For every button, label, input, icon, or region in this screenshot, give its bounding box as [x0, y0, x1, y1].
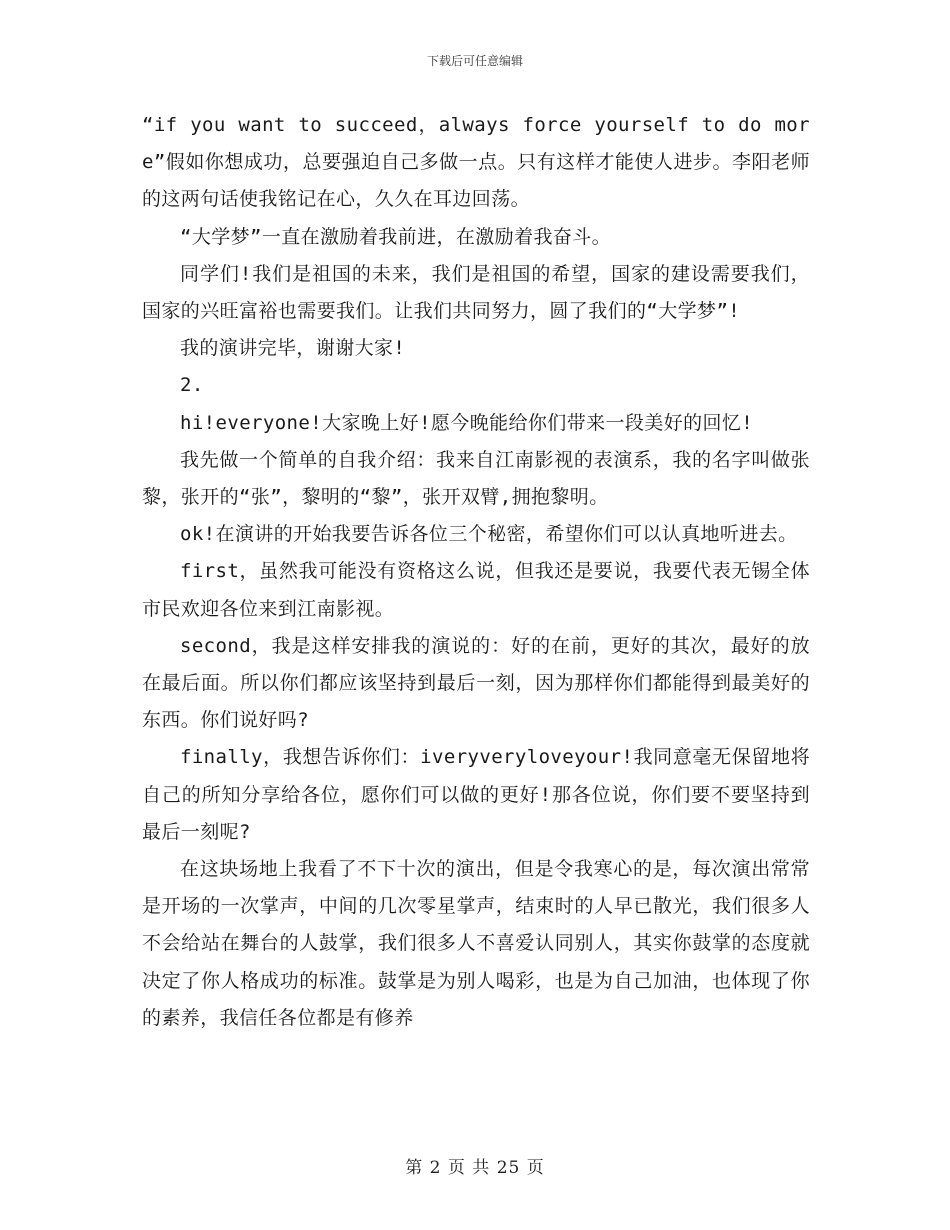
page-header: 下载后可任意编辑 [426, 54, 523, 68]
page-footer: 第 2 页 共 25 页 [405, 1158, 545, 1178]
paragraph: ok!在演讲的开始我要告诉各位三个秘密，希望你们可以认真地听进去。 [180, 523, 798, 546]
paragraph: finally，我想告诉你们：iveryveryloveyour!我同意毫无保留地将自己的所知分享给各位，愿你们可以做的更好!那各位说，你们要不要坚持到最后一刻呢? [142, 746, 810, 843]
paragraph: 在这块场地上我看了不下十次的演出，但是令我寒心的是，每次演出常常是开场的一次掌声，中间的几次零星掌声，结束时的人早已散光，我们很多人不会给站在舞台的人鼓掌，我们很多人不喜爱认同别人，其实你鼓掌的态度就决定了你人格成功的标准。鼓掌是为别人喝彩，也是为自己加油，也体现了你的素养，我信任各位都是有修养 [142, 858, 810, 1029]
paragraph: “大学梦”一直在激励着我前进，在激励着我奋斗。 [180, 225, 612, 248]
paragraph: second，我是这样安排我的演说的：好的在前，更好的其次，最好的放在最后面。所以你们都应该坚持到最后一刻，因为那样你们都能得到最美好的东西。你们说好吗? [142, 634, 810, 732]
paragraph: 我的演讲完毕，谢谢大家! [180, 337, 406, 360]
paragraph: hi!everyone!大家晚上好!愿今晚能给你们带来一段美好的回忆! [180, 411, 754, 434]
paragraph: “if you want to succeed，always force yourself to do more”假如你想成功，总要强迫自己多做一点。只有这样才能使人进步。李阳老师的这两句话使我铭记在心，久久在耳边回荡。 [142, 114, 810, 211]
section-number: 2. [180, 374, 204, 397]
paragraph: first，虽然我可能没有资格这么说，但我还是要说，我要代表无锡全体市民欢迎各位来到江南影视。 [142, 560, 810, 620]
paragraph: 同学们!我们是祖国的未来，我们是祖国的希望，国家的建设需要我们，国家的兴旺富裕也需要我们。让我们共同努力，圆了我们的“大学梦”! [142, 262, 810, 323]
paragraph: 我先做一个简单的自我介绍：我来自江南影视的表演系，我的名字叫做张黎，张开的“张”，黎明的“黎”，张开双臂,拥抱黎明。 [142, 448, 810, 509]
document-body [142, 107, 810, 1037]
